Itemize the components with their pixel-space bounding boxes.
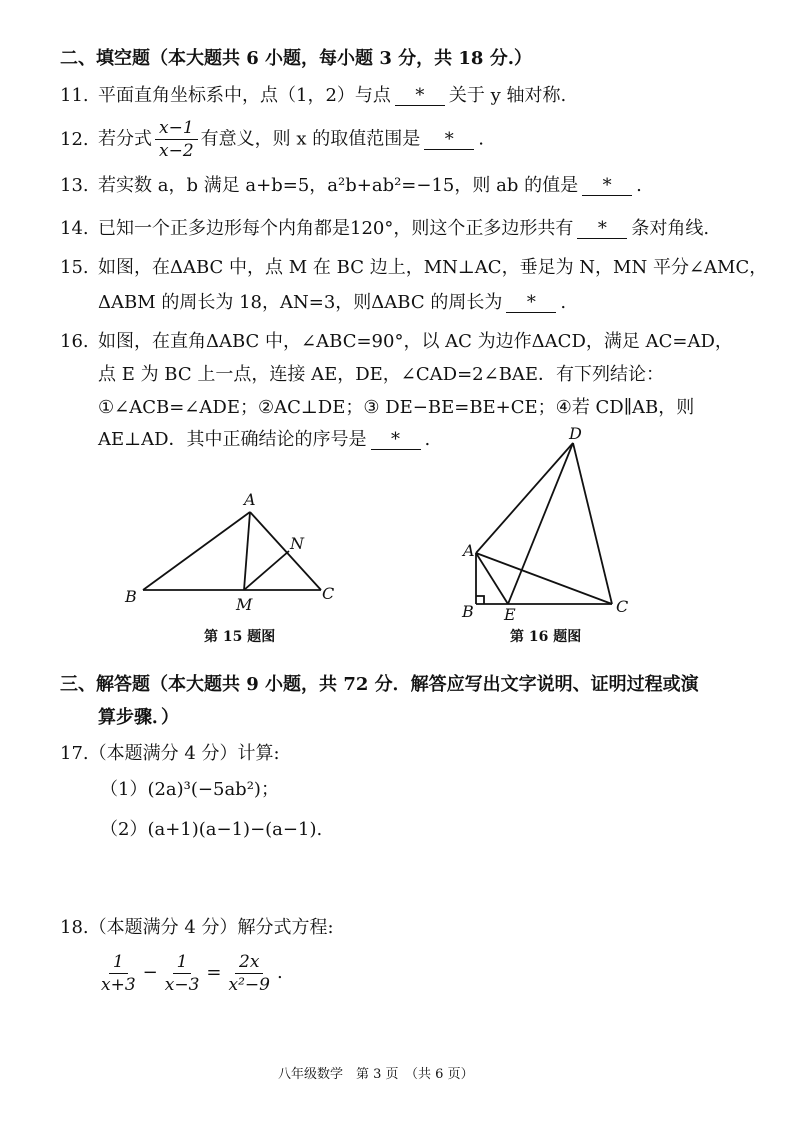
question-text: .: [560, 292, 567, 313]
question-17-part-1: （1）(2a)³(−5ab²)；: [100, 779, 279, 800]
question-text: AE⊥AD．其中正确结论的序号是: [98, 429, 367, 450]
fraction: [225, 952, 274, 995]
fraction-numerator: 1: [173, 952, 192, 974]
page-footer: 八年级数学 第 3 页 （共 6 页）: [278, 1067, 474, 1082]
answer-blank: *: [577, 220, 627, 239]
segment-ac: [476, 553, 612, 604]
question-text: 条对角线.: [631, 218, 710, 239]
question-16-line-3: ①∠ACB=∠ADE；②AC⊥DE；③ DE−BE=BE+CE；④若 CD∥AB，则: [98, 397, 695, 418]
label-d: D: [569, 424, 582, 443]
segment-dc: [573, 443, 612, 604]
question-number: 14.: [60, 218, 89, 239]
figure-15-caption: 第 15 题图: [204, 629, 276, 645]
figure-16: [476, 443, 612, 604]
question-text: 平面直角坐标系中，点（1，2）与点: [98, 85, 391, 106]
question-number: 13.: [60, 175, 89, 196]
question-text: 如图，在ΔABC 中，点 M 在 BC 边上，MN⊥AC，垂足为 N，MN 平分∠AMC，: [98, 257, 768, 278]
section-3-heading-line-1: 三、解答题（本大题共 9 小题，共 72 分．解答应写出文字说明、证明过程或演: [60, 674, 699, 695]
label-b: B: [125, 587, 137, 606]
fraction-numerator: x−1: [155, 118, 198, 140]
label-m: M: [236, 595, 253, 614]
question-text: 已知一个正多边形每个内角都是120°，则这个正多边形共有: [98, 218, 574, 239]
label-n: N: [290, 534, 304, 553]
fraction-numerator: 1: [109, 952, 128, 974]
segment-ac: [250, 512, 321, 590]
answer-blank: *: [506, 294, 556, 313]
punctuation: .: [276, 962, 283, 983]
segment-ab: [143, 512, 250, 590]
operator: =: [206, 962, 222, 983]
question-number: 11.: [60, 85, 89, 106]
answer-blank: *: [371, 431, 421, 450]
question-number: 15.: [60, 257, 89, 278]
answer-blank: *: [582, 177, 632, 196]
label-c: C: [616, 597, 629, 616]
question-18-title: 18.（本题满分 4 分）解分式方程:: [60, 917, 334, 938]
fraction: [97, 952, 140, 995]
right-angle-mark: [476, 596, 484, 604]
fraction-denominator: x²−9: [228, 974, 270, 995]
label-c: C: [322, 584, 335, 603]
fraction-denominator: x−3: [164, 974, 200, 995]
question-18-equation: [94, 950, 283, 996]
question-16-line-2: 点 E 为 BC 上一点，连接 AE，DE，∠CAD=2∠BAE．有下列结论：: [98, 364, 665, 385]
segment-ad: [476, 443, 573, 553]
question-text: 如图，在直角ΔABC 中，∠ABC=90°，以 AC 为边作ΔACD，满足 AC=AD，: [98, 331, 733, 352]
figure-16-caption: 第 16 题图: [510, 629, 582, 645]
question-text: 若实数 a，b 满足 a+b=5，a²b+ab²=−15，则 ab 的值是: [98, 175, 579, 196]
answer-blank: *: [395, 87, 445, 106]
question-text: .: [478, 128, 484, 150]
fraction-denominator: x+3: [101, 974, 136, 995]
fraction: [161, 952, 204, 995]
label-b: B: [462, 602, 474, 621]
label-a: A: [463, 541, 475, 560]
segment-mn: [244, 551, 289, 590]
question-text: .: [636, 175, 642, 196]
question-number: 12.: [60, 128, 89, 150]
section-3-heading-line-2: 算步骤．）: [98, 707, 179, 728]
fraction-numerator: 2x: [235, 952, 263, 974]
question-text: .: [424, 429, 431, 450]
section-2-heading: 二、填空题（本大题共 6 小题，每小题 3 分，共 18 分.）: [60, 48, 532, 69]
question-17-title: 17.（本题满分 4 分）计算:: [60, 743, 280, 764]
question-text: ΔABM 的周长为 18，AN=3，则ΔABC 的周长为: [98, 292, 503, 313]
question-text: 关于 y 轴对称.: [448, 85, 567, 106]
question-17-part-2: （2）(a+1)(a−1)−(a−1).: [100, 819, 323, 840]
label-e: E: [504, 605, 516, 624]
label-a: A: [244, 490, 256, 509]
segment-am: [244, 512, 250, 590]
question-number: 16.: [60, 331, 89, 352]
fraction-denominator: x−2: [159, 141, 194, 161]
question-text: 若分式: [98, 128, 152, 150]
operator: −: [142, 962, 158, 983]
question-text: 有意义，则 x 的取值范围是: [200, 128, 421, 150]
answer-blank: *: [424, 131, 474, 150]
segment-de: [508, 443, 573, 604]
